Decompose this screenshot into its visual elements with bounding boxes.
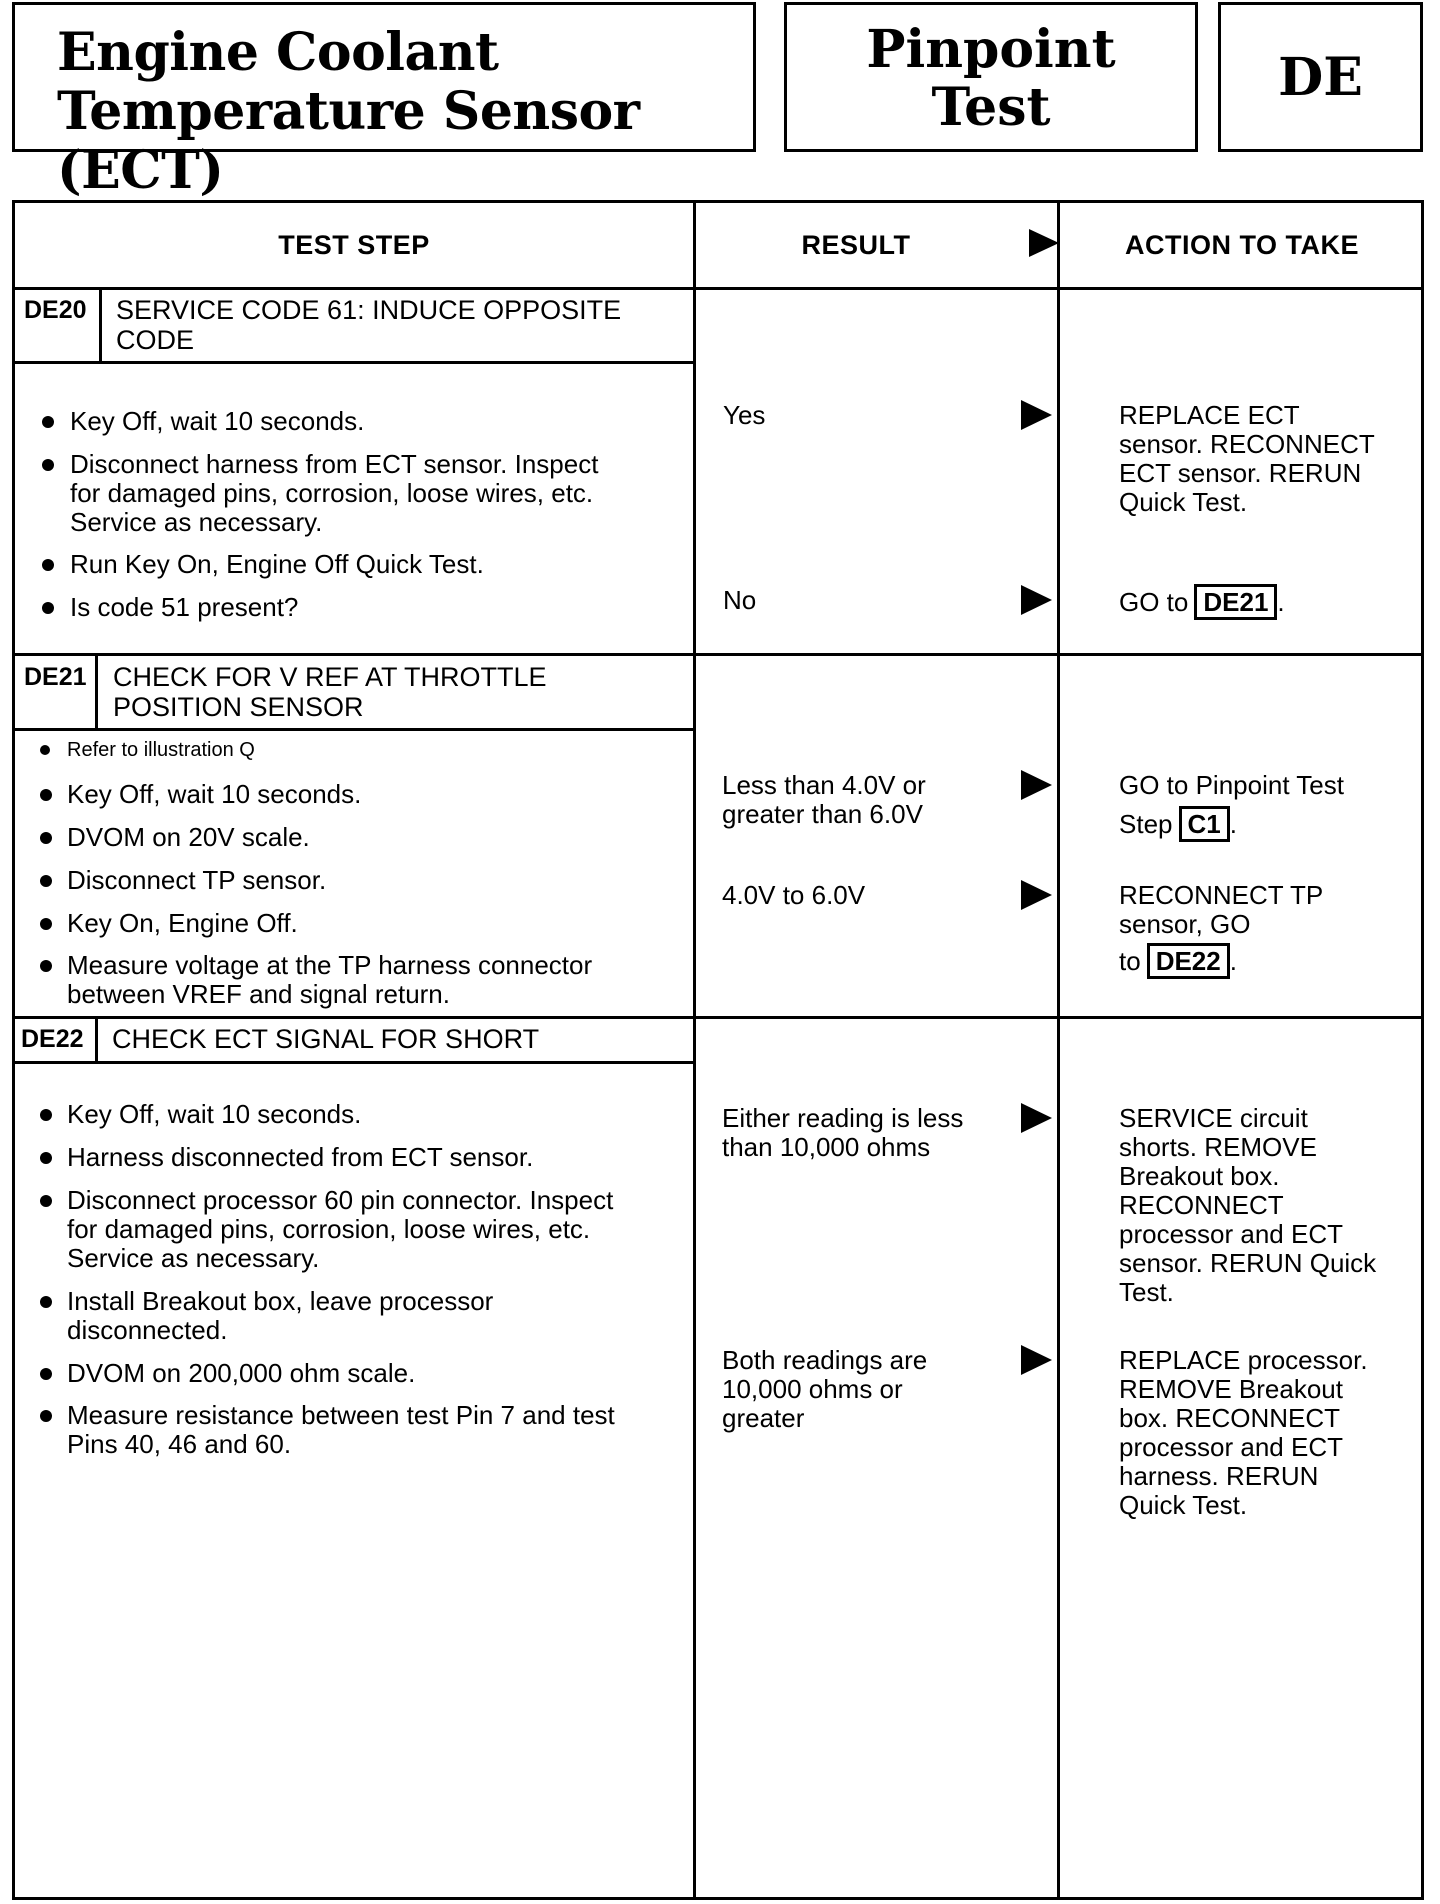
bullet-icon xyxy=(40,1410,52,1422)
step-id: DE21 xyxy=(24,663,87,691)
result-text: Both readings are 10,000 ohms or greater xyxy=(722,1345,928,1433)
step-divider xyxy=(15,653,1421,656)
step-title-line: CHECK FOR V REF AT THROTTLE xyxy=(113,662,547,692)
list-item: Key On, Engine Off. xyxy=(67,908,298,938)
list-item: Is code 51 present? xyxy=(70,592,299,622)
test-code: DE xyxy=(1278,47,1363,108)
bullet-icon xyxy=(40,745,50,755)
pinpoint-line-1: Pinpoint xyxy=(866,19,1116,80)
step-id-divider xyxy=(95,653,98,731)
list-item: Measure resistance between test Pin 7 and test Pins 40, 46 and 60. xyxy=(67,1400,615,1459)
pinpoint-test-box xyxy=(784,2,1198,152)
pinpoint-table xyxy=(12,200,1424,1900)
step-reference: DE22 xyxy=(1147,943,1230,979)
page-title xyxy=(57,23,753,200)
column-header-result: RESULT xyxy=(801,230,911,260)
result-text: Less than 4.0V or greater than 6.0V xyxy=(722,770,926,829)
action-text: REPLACE ECT sensor. RECONNECT ECT sensor. RERUN Quick Test. xyxy=(1119,400,1375,517)
step-title-line: CODE xyxy=(116,325,195,355)
list-item: Harness disconnected from ECT sensor. xyxy=(67,1142,534,1172)
bullet-icon xyxy=(42,459,54,471)
bullet-icon xyxy=(40,1152,52,1164)
bullet-icon xyxy=(40,918,52,930)
bullet-icon xyxy=(40,1195,52,1207)
action-text: SERVICE circuit shorts. REMOVE Breakout box. RECONNECT processor and ECT sensor. RERUN Quick Test. xyxy=(1119,1103,1377,1307)
test-code-box xyxy=(1218,2,1423,152)
bullet-icon xyxy=(40,832,52,844)
arrow-right-icon xyxy=(1021,1103,1052,1133)
step-title-divider xyxy=(15,361,693,364)
action-text: GO to DE21 . xyxy=(1119,584,1285,620)
bullet-icon xyxy=(40,960,52,972)
list-item: Disconnect TP sensor. xyxy=(67,865,327,895)
list-item: Measure voltage at the TP harness connector between VREF and signal return. xyxy=(67,950,593,1009)
step-id-divider xyxy=(95,1016,98,1064)
step-title xyxy=(113,662,547,722)
step-divider xyxy=(15,1016,1421,1019)
bullet-icon xyxy=(42,416,54,428)
title-line-2: Temperature Sensor (ECT) xyxy=(57,81,640,201)
step-title-line: POSITION SENSOR xyxy=(113,692,364,722)
title-line-1: Engine Coolant xyxy=(57,22,499,83)
step-title: CHECK ECT SIGNAL FOR SHORT xyxy=(112,1024,540,1054)
result-text: Either reading is less than 10,000 ohms xyxy=(722,1103,964,1162)
bullet-icon xyxy=(40,1368,52,1380)
arrow-right-icon xyxy=(1021,400,1052,430)
step-reference: DE21 xyxy=(1194,584,1277,620)
arrow-right-icon xyxy=(1021,770,1052,800)
step-id-divider xyxy=(99,287,102,364)
bullet-icon xyxy=(40,1296,52,1308)
result-text: Yes xyxy=(723,400,766,430)
bullet-icon xyxy=(42,559,54,571)
step-title-divider xyxy=(15,1061,693,1064)
list-item: Key Off, wait 10 seconds. xyxy=(67,1099,362,1129)
column-divider xyxy=(1057,203,1060,1897)
step-title-line: SERVICE CODE 61: INDUCE OPPOSITE xyxy=(116,295,622,325)
result-text: No xyxy=(723,585,757,615)
list-item: Disconnect processor 60 pin connector. Inspect for damaged pins, corrosion, loose wires, etc. Service as necessary. xyxy=(67,1185,614,1273)
list-item: Key Off, wait 10 seconds. xyxy=(70,406,365,436)
column-header-test-step: TEST STEP xyxy=(278,230,430,260)
arrow-right-icon xyxy=(1029,229,1059,257)
step-id: DE20 xyxy=(24,296,87,324)
pinpoint-line-2: Test xyxy=(931,77,1051,138)
result-text: 4.0V to 6.0V xyxy=(722,880,866,910)
step-title xyxy=(116,295,621,355)
bullet-icon xyxy=(40,789,52,801)
arrow-right-icon xyxy=(1021,1345,1052,1375)
column-header-action: ACTION TO TAKE xyxy=(1125,230,1359,260)
column-divider xyxy=(693,287,696,1897)
list-item: Install Breakout box, leave processor disconnected. xyxy=(67,1286,494,1345)
title-box xyxy=(12,2,756,201)
list-item: Run Key On, Engine Off Quick Test. xyxy=(70,549,484,579)
bullet-icon xyxy=(42,602,54,614)
arrow-right-icon xyxy=(1021,585,1052,615)
step-title-divider xyxy=(15,728,693,731)
header-divider xyxy=(15,287,1421,290)
action-text: REPLACE processor. REMOVE Breakout box. RECONNECT processor and ECT harness. RERUN Quick Test. xyxy=(1119,1345,1368,1520)
list-item-note: Refer to illustration Q xyxy=(67,739,255,761)
list-item: DVOM on 200,000 ohm scale. xyxy=(67,1358,416,1388)
step-id: DE22 xyxy=(21,1025,84,1053)
list-item: DVOM on 20V scale. xyxy=(67,822,310,852)
action-text: RECONNECT TP sensor, GO to DE22 . xyxy=(1119,881,1323,979)
pinpoint-label xyxy=(787,21,1195,137)
arrow-right-icon xyxy=(1021,880,1052,910)
bullet-icon xyxy=(40,875,52,887)
step-reference: C1 xyxy=(1179,806,1230,842)
list-item: Key Off, wait 10 seconds. xyxy=(67,779,362,809)
action-text: GO to Pinpoint Test Step C1 . xyxy=(1119,771,1344,842)
bullet-icon xyxy=(40,1109,52,1121)
list-item: Disconnect harness from ECT sensor. Inspect for damaged pins, corrosion, loose wires, etc. Service as necessary. xyxy=(70,449,599,537)
